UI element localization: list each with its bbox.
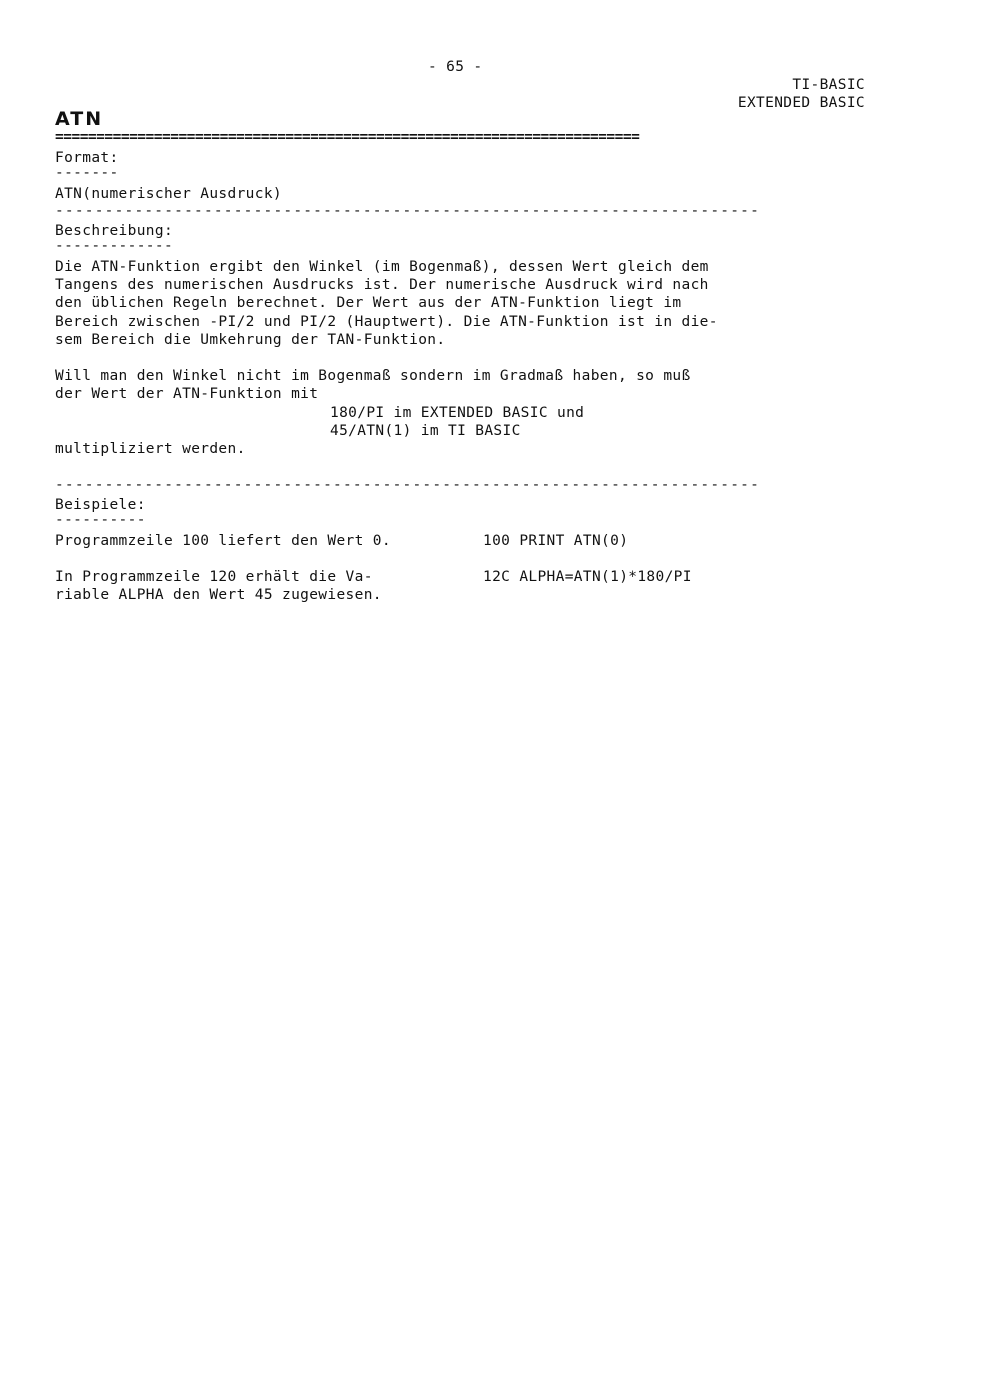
factor-extended-basic: 180/PI im EXTENDED BASIC und xyxy=(330,405,585,421)
page-number: - 65 - xyxy=(428,59,483,75)
format-underline: ------- xyxy=(55,165,119,181)
double-rule: ======================================================================= xyxy=(55,129,640,145)
header-line-1: TI-BASIC xyxy=(792,77,865,93)
description-line: Die ATN-Funktion ergibt den Winkel (im Bogenmaß), dessen Wert gleich dem xyxy=(55,259,709,275)
format-syntax: ATN(numerischer Ausdruck) xyxy=(55,186,282,202)
header-line-2: EXTENDED BASIC xyxy=(737,95,865,111)
description-line: Will man den Winkel nicht im Bogenmaß sondern im Gradmaß haben, so muß xyxy=(55,368,691,384)
description-closing: multipliziert werden. xyxy=(55,441,246,457)
description-label: Beschreibung: xyxy=(55,223,174,239)
description-line: den üblichen Regeln berechnet. Der Wert aus der ATN-Funktion liegt im xyxy=(55,295,682,311)
description-line: der Wert der ATN-Funktion mit xyxy=(55,386,319,402)
example-1-code: 100 PRINT ATN(0) xyxy=(483,533,629,549)
factor-ti-basic: 45/ATN(1) im TI BASIC xyxy=(330,423,521,439)
examples-underline: ---------- xyxy=(55,512,146,528)
description-underline: ------------- xyxy=(55,238,174,254)
divider-rule: ----------------------------------------------------------------------- xyxy=(55,477,761,493)
format-label: Format: xyxy=(55,150,119,166)
example-2-text: riable ALPHA den Wert 45 zugewiesen. xyxy=(55,587,382,603)
description-line: Bereich zwischen -PI/2 und PI/2 (Hauptwert). Die ATN-Funktion ist in die- xyxy=(55,314,718,330)
description-line: sem Bereich die Umkehrung der TAN-Funktion. xyxy=(55,332,446,348)
divider-rule: ----------------------------------------------------------------------- xyxy=(55,203,761,219)
examples-label: Beispiele: xyxy=(55,497,146,513)
example-2-text: In Programmzeile 120 erhält die Va- xyxy=(55,569,373,585)
description-line: Tangens des numerischen Ausdrucks ist. Der numerische Ausdruck wird nach xyxy=(55,277,709,293)
section-title: ATN xyxy=(55,108,104,130)
example-2-code: 12C ALPHA=ATN(1)*180/PI xyxy=(483,569,692,585)
example-1-text: Programmzeile 100 liefert den Wert 0. xyxy=(55,533,391,549)
